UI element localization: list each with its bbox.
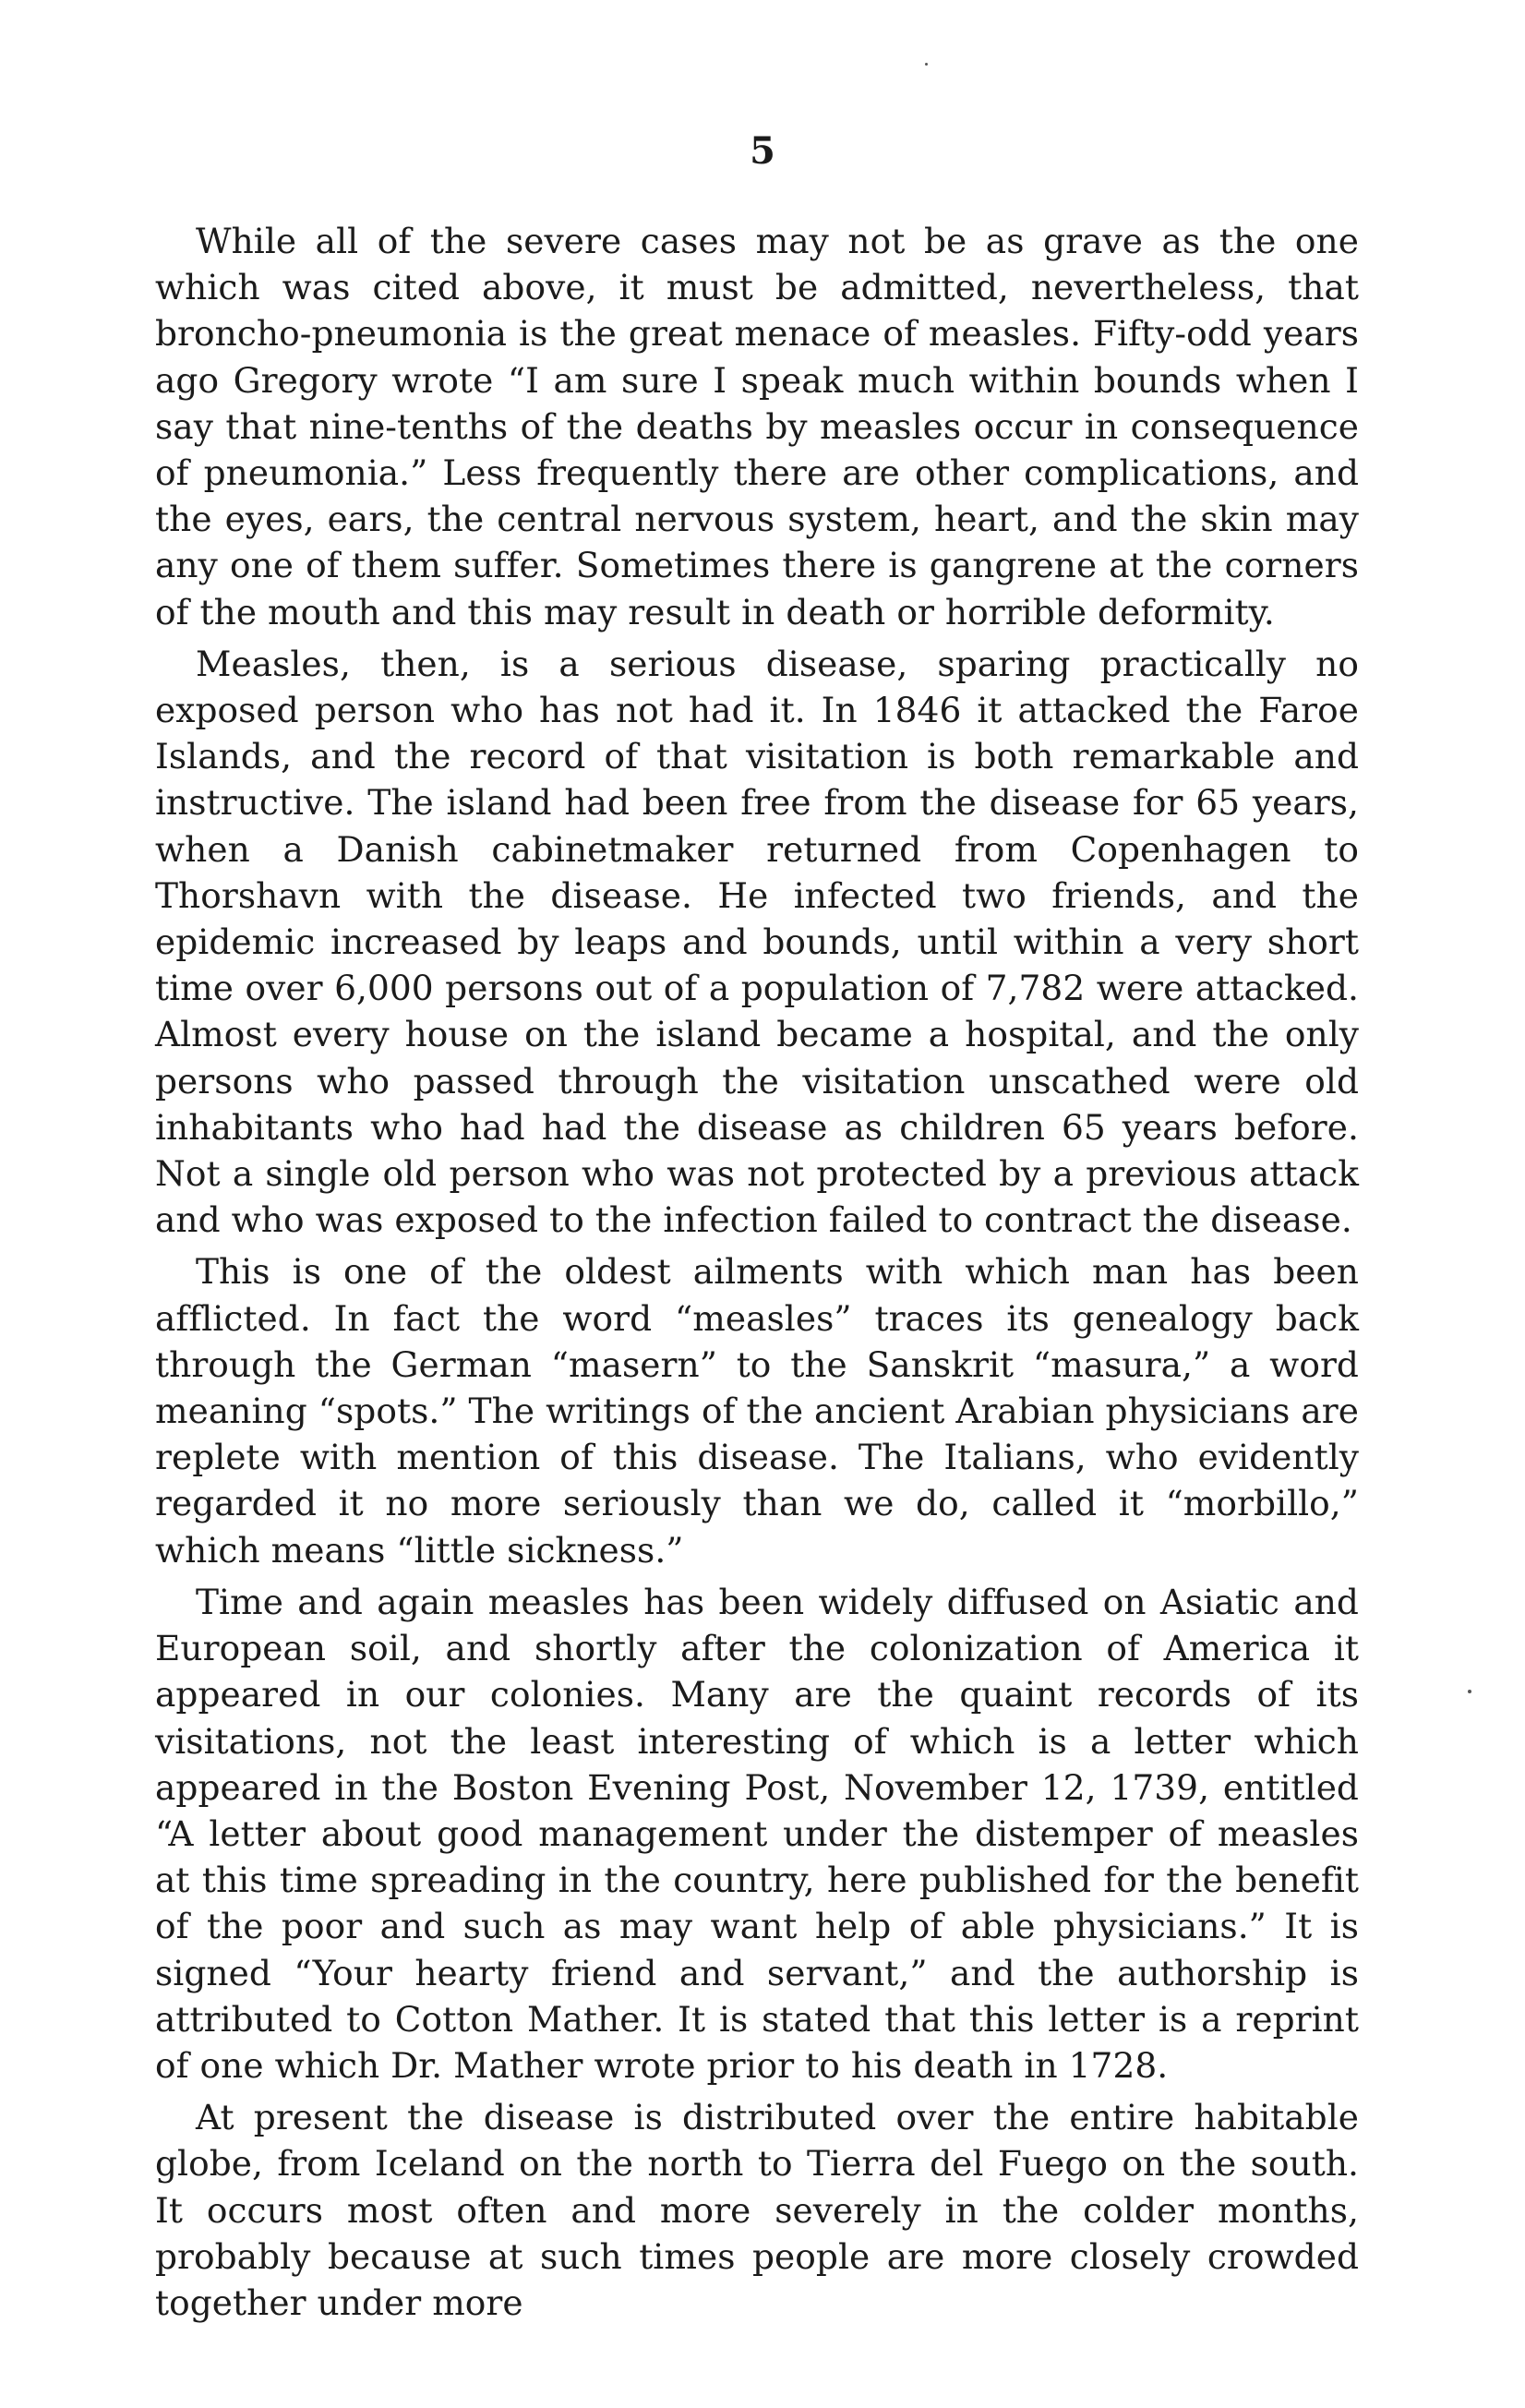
paragraph-history-america: Time and again measles has been widely diffused on Asiatic and European soil, and shortly after the colonization of America it appeared in our colonies. Many are the quaint records of its visitations, not the least interesting of which is a letter which appeared in the Boston Evening Post, November 12, 1739, entitled “A letter about good management under the distemper of measles at this time spreading in the country, here published for the benefit of the poor and such as may want help of able physicians.” It is signed “Your hearty friend and servant,” and the authorship is attributed to Cotton Mather. It is stated that this letter is a reprint of one which Dr. Mather wrote prior to his death in 1728. <box>155 1581 1359 2086</box>
body-text <box>155 218 1359 2331</box>
scan-speck <box>1468 1690 1471 1693</box>
paragraph-broncho-pneumonia: While all of the severe cases may not be as grave as the one which was cited above, it must be admitted, nevertheless, that broncho-pneumonia is the great menace of measles. Fifty-odd years ago Gregory wrote “I am sure I speak much within bounds when I say that nine-tenths of the deaths by measles occur in consequence of pneumonia.” Less frequently there are other complications, and the eyes, ears, the central nervous system, heart, and the skin may any one of them suffer. Sometimes there is gangrene at the corners of the mouth and this may result in death or horrible deformity. <box>155 221 1359 632</box>
paragraph-etymology: This is one of the oldest ailments with which man has been afflicted. In fact the word “measles” traces its genealogy back through the German “masern” to the Sanskrit “masura,” a word meaning “spots.” The writings of the ancient Arabian physicians are replete with mention of this disease. The Italians, who evidently regarded it no more seriously than we do, called it “morbillo,” which means “little sickness.” <box>155 1251 1359 1571</box>
scan-speck <box>925 63 928 66</box>
paragraph-distribution: At present the disease is distributed over the entire habitable globe, from Iceland on the north to Tierra del Fuego on the south. It occurs most often and more severely in the colder months, probably because at such times people are more closely crowded together under more <box>155 2097 1359 2323</box>
page-number: 5 <box>750 129 775 173</box>
paragraph-faroe-islands: Measles, then, is a serious disease, sparing practically no exposed person who has not had it. In 1846 it attacked the Faroe Islands, and the record of that visitation is both remarkable and instructive. The island had been free from the disease for 65 years, when a Danish cabinetmaker returned from Copenhagen to Thorshavn with the disease. He infected two friends, and the epidemic increased by leaps and bounds, until within a very short time over 6,000 persons out of a population of 7,782 were attacked. Almost every house on the island became a hospital, and the only persons who passed through the visitation unscathed were old inhabitants who had had the disease as children 65 years before. Not a single old person who was not protected by a previous attack and who was exposed to the infection failed to contract the disease. <box>155 643 1359 1241</box>
